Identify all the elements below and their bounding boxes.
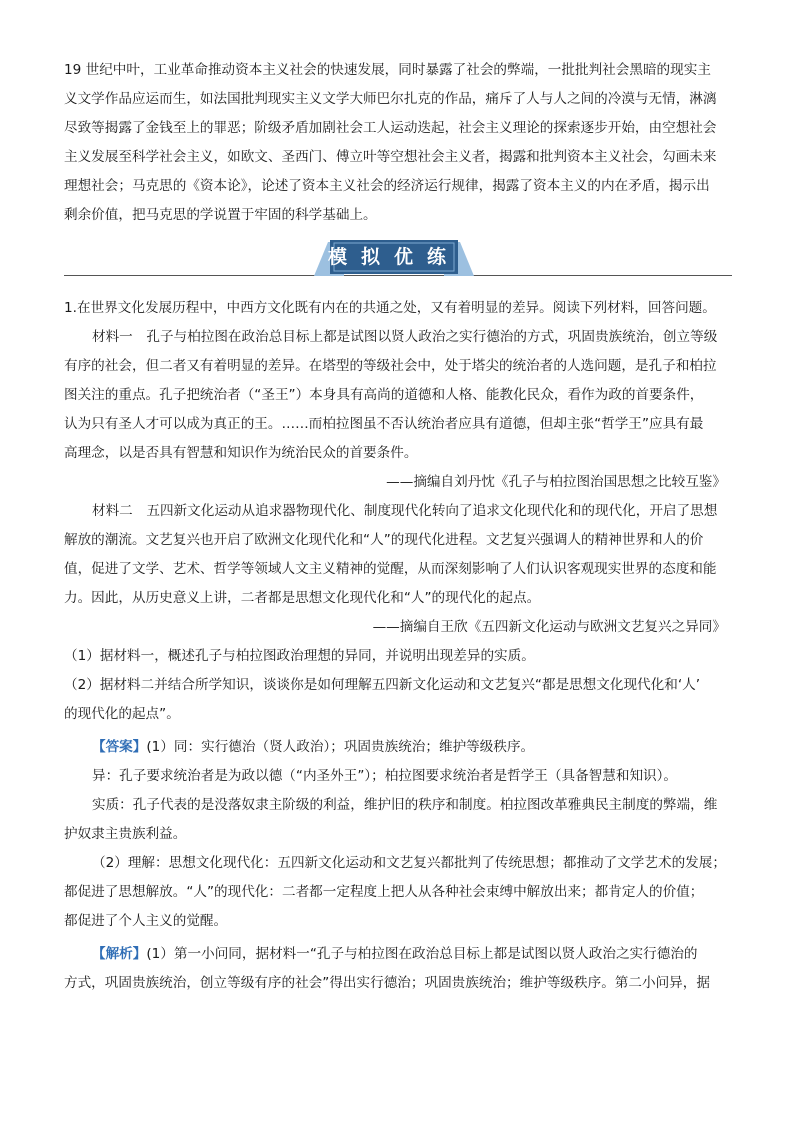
- material-source: ——摘编自刘丹忱《孔子与柏拉图治国思想之比较互鉴》: [386, 474, 726, 490]
- section-banner: [64, 236, 732, 294]
- answer-block: [64, 733, 732, 936]
- material-line: 高理念，以是否具有智慧和知识作为统治民众的首要条件。: [64, 445, 418, 461]
- material-line: 材料一 孔子与柏拉图在政治总目标上都是试图以贤人政治之实行德治的方式，巩固贵族统治，创立等级: [92, 329, 718, 345]
- answer-line: （2）理解：思想文化现代化：五四新文化运动和文艺复兴都批判了传统思想；都推动了文学艺术的发展；: [92, 855, 726, 871]
- material-line: 材料二 五四新文化运动从追求器物现代化、制度现代化转向了追求文化现代化和的现代化，开启了思想: [92, 503, 718, 519]
- answer-tag: 【答案】: [92, 739, 147, 755]
- sub-question: （2）据材料二并结合所学知识，谈谈你是如何理解五四新文化运动和文艺复兴“都是思想文化现代化和‘人’: [64, 677, 701, 693]
- text-line: 19 世纪中叶，工业革命推动资本主义社会的快速发展，同时暴露了社会的弊端，一批批判社会黑暗的现实主: [64, 62, 711, 78]
- material-line: 有序的社会，但二者又有着明显的差异。在塔型的等级社会中，处于塔尖的统治者的人选问题，是孔子和柏拉: [64, 358, 717, 374]
- sub-question: 的现代化的起点”。: [64, 706, 180, 722]
- material-line: 力。因此，从历史意义上讲，二者都是思想文化现代化和“人”的现代化的起点。: [64, 590, 541, 606]
- analysis-tag: 【解析】: [92, 946, 147, 962]
- material-line: 认为只有圣人才可以成为真正的王。……而柏拉图虽不否认统治者应具有道德，但却主张“哲学王”应具有最: [64, 416, 704, 432]
- answer-line: 异：孔子要求统治者是为政以德（“内圣外王”）；柏拉图要求统治者是哲学王（具备智慧和知识）。: [92, 768, 678, 784]
- text-line: 尽致等揭露了金钱至上的罪恶；阶级矛盾加剧社会工人运动迭起，社会主义理论的探索逐步开始，由空想社会: [64, 120, 717, 136]
- material-line: 值，促进了文学、艺术、哲学等领域人文主义精神的觉醒，从而深刻影响了人们认识客观现实世界的态度和能: [64, 561, 717, 577]
- analysis-line: 方式，巩固贵族统治，创立等级有序的社会”得出实行德治；巩固贵族统治；维护等级秩序。第二小问异，据: [64, 975, 710, 991]
- answer-line: 实质：孔子代表的是没落奴隶主阶级的利益，维护旧的秩序和制度。柏拉图改革雅典民主制度的弊端，维: [92, 797, 718, 813]
- material-line: 图关注的重点。孔子把统治者（“圣王”）本身具有高尚的道德和人格、能教化民众，看作为政的首要条件，: [64, 387, 704, 403]
- answer-text: (1）同：实行德治（贤人政治）；巩固贵族统治；维护等级秩序。: [146, 739, 535, 755]
- sub-question: （1）据材料一，概述孔子与柏拉图政治理想的异同，并说明出现差异的实质。: [64, 648, 535, 664]
- analysis-text: (1）第一小问同，据材料一“孔子与柏拉图在政治总目标上都是试图以贤人政治之实行德治的: [146, 946, 698, 962]
- analysis-line: [64, 940, 732, 969]
- text-line: 主义发展至科学社会主义，如欧文、圣西门、傅立叶等空想社会主义者，揭露和批判资本主义社会，勾画未来: [64, 149, 717, 165]
- answer-line: 都促进了思想解放。“人”的现代化：二者都一定程度上把人从各种社会束缚中解放出来；都肯定人的价值；: [64, 884, 704, 900]
- material-line: 解放的潮流。文艺复兴也开启了欧洲文化现代化和“人”的现代化进程。文艺复兴强调人的精神世界和人的价: [64, 532, 704, 548]
- question-block: [64, 294, 732, 729]
- banner-title: 模拟优练: [327, 246, 460, 268]
- question-stem: 1.在世界文化发展历程中，中西方文化既有内在的共通之处，又有着明显的差异。阅读下列材料，回答问题。: [64, 300, 716, 316]
- intro-paragraph: [64, 56, 732, 230]
- answer-line: 都促进了个人主义的觉醒。: [64, 913, 228, 929]
- text-line: 剩余价值，把马克思的学说置于牢固的科学基础上。: [64, 207, 377, 223]
- material-source: ——摘编自王欣《五四新文化运动与欧洲文艺复兴之异同》: [372, 619, 726, 635]
- document-page: [64, 56, 732, 998]
- answer-line: 护奴隶主贵族利益。: [64, 826, 187, 842]
- text-line: 义文学作品应运而生，如法国批判现实主义文学大师巴尔扎克的作品，痛斥了人与人之间的冷漠与无情，淋漓: [64, 91, 717, 107]
- analysis-block: [64, 940, 732, 998]
- text-line: 理想社会；马克思的《资本论》，论述了资本主义社会的经济运行规律，揭露了资本主义的内在矛盾，揭示出: [64, 178, 710, 194]
- answer-line: [64, 733, 732, 762]
